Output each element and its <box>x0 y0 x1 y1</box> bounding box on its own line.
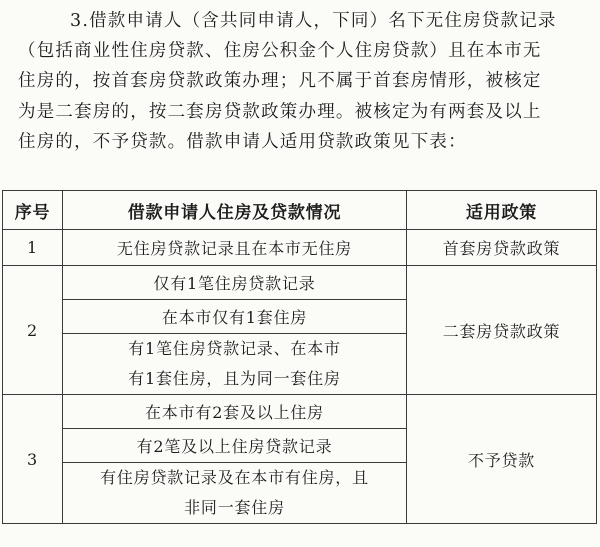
condition-cell: 有住房贷款记录及在本市有住房，且非同一套住房 <box>63 463 407 524</box>
header-serial-no: 序号 <box>3 191 63 230</box>
condition-cell: 在本市仅有1套住房 <box>63 300 407 334</box>
paragraph-line: 住房的，按首套房贷款政策办理；凡不属于首套房情形，被核定 <box>18 71 542 92</box>
header-condition: 借款申请人住房及贷款情况 <box>63 191 407 230</box>
table-row <box>3 230 597 266</box>
serial-no-cell: 2 <box>3 266 63 395</box>
table-header-row <box>3 191 597 230</box>
policy-paragraph <box>18 6 588 157</box>
condition-cell: 在本市有2套及以上住房 <box>63 395 407 429</box>
paragraph-line: （包括商业性住房贷款、住房公积金个人住房贷款）且在本市无 <box>18 41 542 62</box>
serial-no-cell: 1 <box>3 230 63 266</box>
condition-cell: 无住房贷款记录且在本市无住房 <box>63 230 407 266</box>
condition-cell: 有2笔及以上住房贷款记录 <box>63 429 407 463</box>
paragraph-line: 为是二套房的，按二套房贷款政策办理。被核定为有两套及以上 <box>18 101 542 122</box>
condition-cell: 仅有1笔住房贷款记录 <box>63 266 407 300</box>
policy-cell: 二套房贷款政策 <box>407 266 597 395</box>
condition-cell: 有1笔住房贷款记录、在本市有1套住房，且为同一套住房 <box>63 334 407 395</box>
table-row <box>3 395 597 429</box>
paragraph-line: 3.借款申请人（含共同申请人，下同）名下无住房贷款记录 <box>70 11 557 31</box>
policy-cell: 首套房贷款政策 <box>407 230 597 266</box>
table-row <box>3 266 597 300</box>
loan-policy-table <box>2 190 597 524</box>
paragraph-line: 住房的，不予贷款。借款申请人适用贷款政策见下表： <box>18 131 467 152</box>
policy-cell: 不予贷款 <box>407 395 597 524</box>
header-policy: 适用政策 <box>407 191 597 230</box>
serial-no-cell: 3 <box>3 395 63 524</box>
